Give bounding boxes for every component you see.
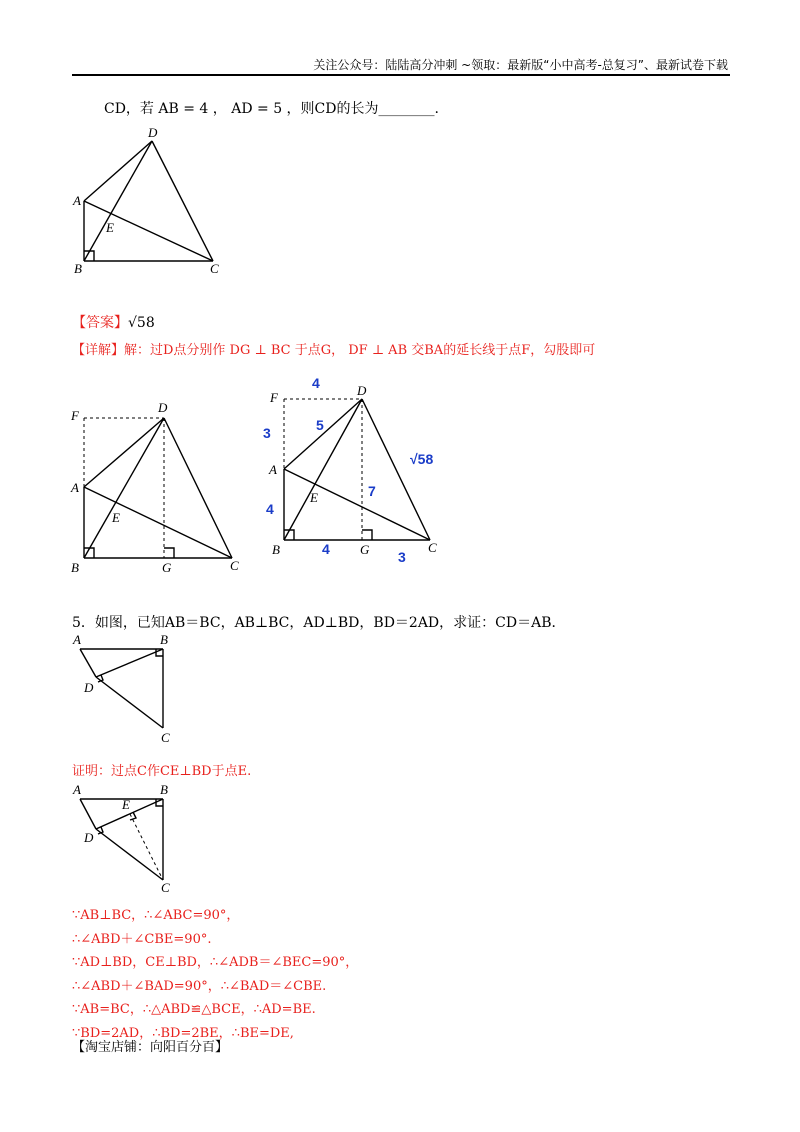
q5p-label-b: B — [160, 782, 168, 797]
q5-figure — [70, 632, 180, 745]
right-label-c: C — [428, 540, 437, 555]
num-ab: 4 — [266, 501, 274, 517]
page-header — [72, 50, 730, 76]
q4-label-e: E — [106, 220, 114, 235]
right-label-g: G — [360, 542, 370, 557]
q5-label-d: D — [84, 680, 94, 695]
right-label-d: D — [357, 383, 367, 398]
num-dg: 7 — [368, 483, 376, 499]
left-label-b: B — [71, 560, 79, 575]
detail-line: 【详解】解：过D点分别作 DG ⊥ BC 于点G， DF ⊥ AB 交BA的延长线于点F，勾股即可 — [72, 343, 596, 358]
right-label-a: A — [269, 462, 277, 477]
num-ad: 5 — [316, 417, 324, 433]
num-fd: 4 — [312, 375, 320, 391]
proof-step: ∵AD⊥BD，CE⊥BD，∴∠ADB＝∠BEC=90°， — [72, 955, 359, 970]
left-label-c: C — [230, 558, 239, 573]
answer-value: √58 — [128, 315, 155, 331]
q4-label-d: D — [148, 125, 158, 140]
answer-line — [72, 312, 155, 332]
left-label-d: D — [158, 400, 168, 415]
left-label-f: F — [71, 408, 79, 423]
q4-label-a: A — [73, 193, 81, 208]
answer-tag: 【答案】 — [72, 315, 128, 331]
q4-stem-end: CD，若 AB = 4 ， AD = 5 ，则CD的长为________. — [104, 101, 439, 117]
q4-label-c: C — [210, 261, 219, 276]
proof-step: ∵AB=BC，∴△ABD≌△BCE，∴AD=BE. — [72, 1002, 316, 1017]
q5-label-b: B — [160, 632, 168, 647]
num-bg: 4 — [322, 541, 330, 557]
q5-proof-figure — [70, 782, 180, 895]
q5-label-c: C — [161, 730, 170, 745]
detail-figure-right — [258, 372, 458, 565]
right-label-e: E — [310, 490, 318, 505]
q5p-label-c: C — [161, 880, 170, 895]
q5p-label-e: E — [122, 797, 130, 812]
proof-step: ∵BD=2AD，∴BD=2BE，∴BE=DE, — [72, 1025, 294, 1041]
q5-label-a: A — [73, 632, 81, 647]
num-gc: 3 — [398, 549, 406, 565]
detail-figure-left — [68, 400, 248, 575]
proof-step: ∴∠ABD＋∠BAD=90°，∴∠BAD＝∠CBE. — [72, 978, 327, 994]
right-label-b: B — [272, 542, 280, 557]
q4-label-b: B — [74, 261, 82, 276]
q5p-label-a: A — [73, 782, 81, 797]
right-label-f: F — [270, 390, 278, 405]
q4-figure — [70, 125, 230, 275]
q5-stem: 5．如图，已知AB＝BC，AB⊥BC，AD⊥BD，BD＝2AD，求证：CD＝AB． — [72, 615, 566, 631]
left-label-g: G — [162, 560, 172, 575]
header-text: 关注公众号：陆陆高分冲刺 ~领取：最新版“小中高考-总复习”、最新试卷下载 — [313, 58, 728, 72]
num-fa: 3 — [263, 425, 271, 441]
footer-text: 【淘宝店铺：向阳百分百】 — [72, 1040, 229, 1055]
left-label-a: A — [71, 480, 79, 495]
proof-step: ∵AB⊥BC，∴∠ABC=90°， — [72, 908, 240, 923]
q5p-label-d: D — [84, 830, 94, 845]
proof-step: ∴∠ABD＋∠CBE=90°. — [72, 931, 212, 947]
num-cd: √58 — [410, 451, 434, 467]
proof-intro: 证明：过点C作CE⊥BD于点E. — [72, 764, 252, 779]
proof-steps — [72, 904, 358, 1045]
left-label-e: E — [112, 510, 120, 525]
